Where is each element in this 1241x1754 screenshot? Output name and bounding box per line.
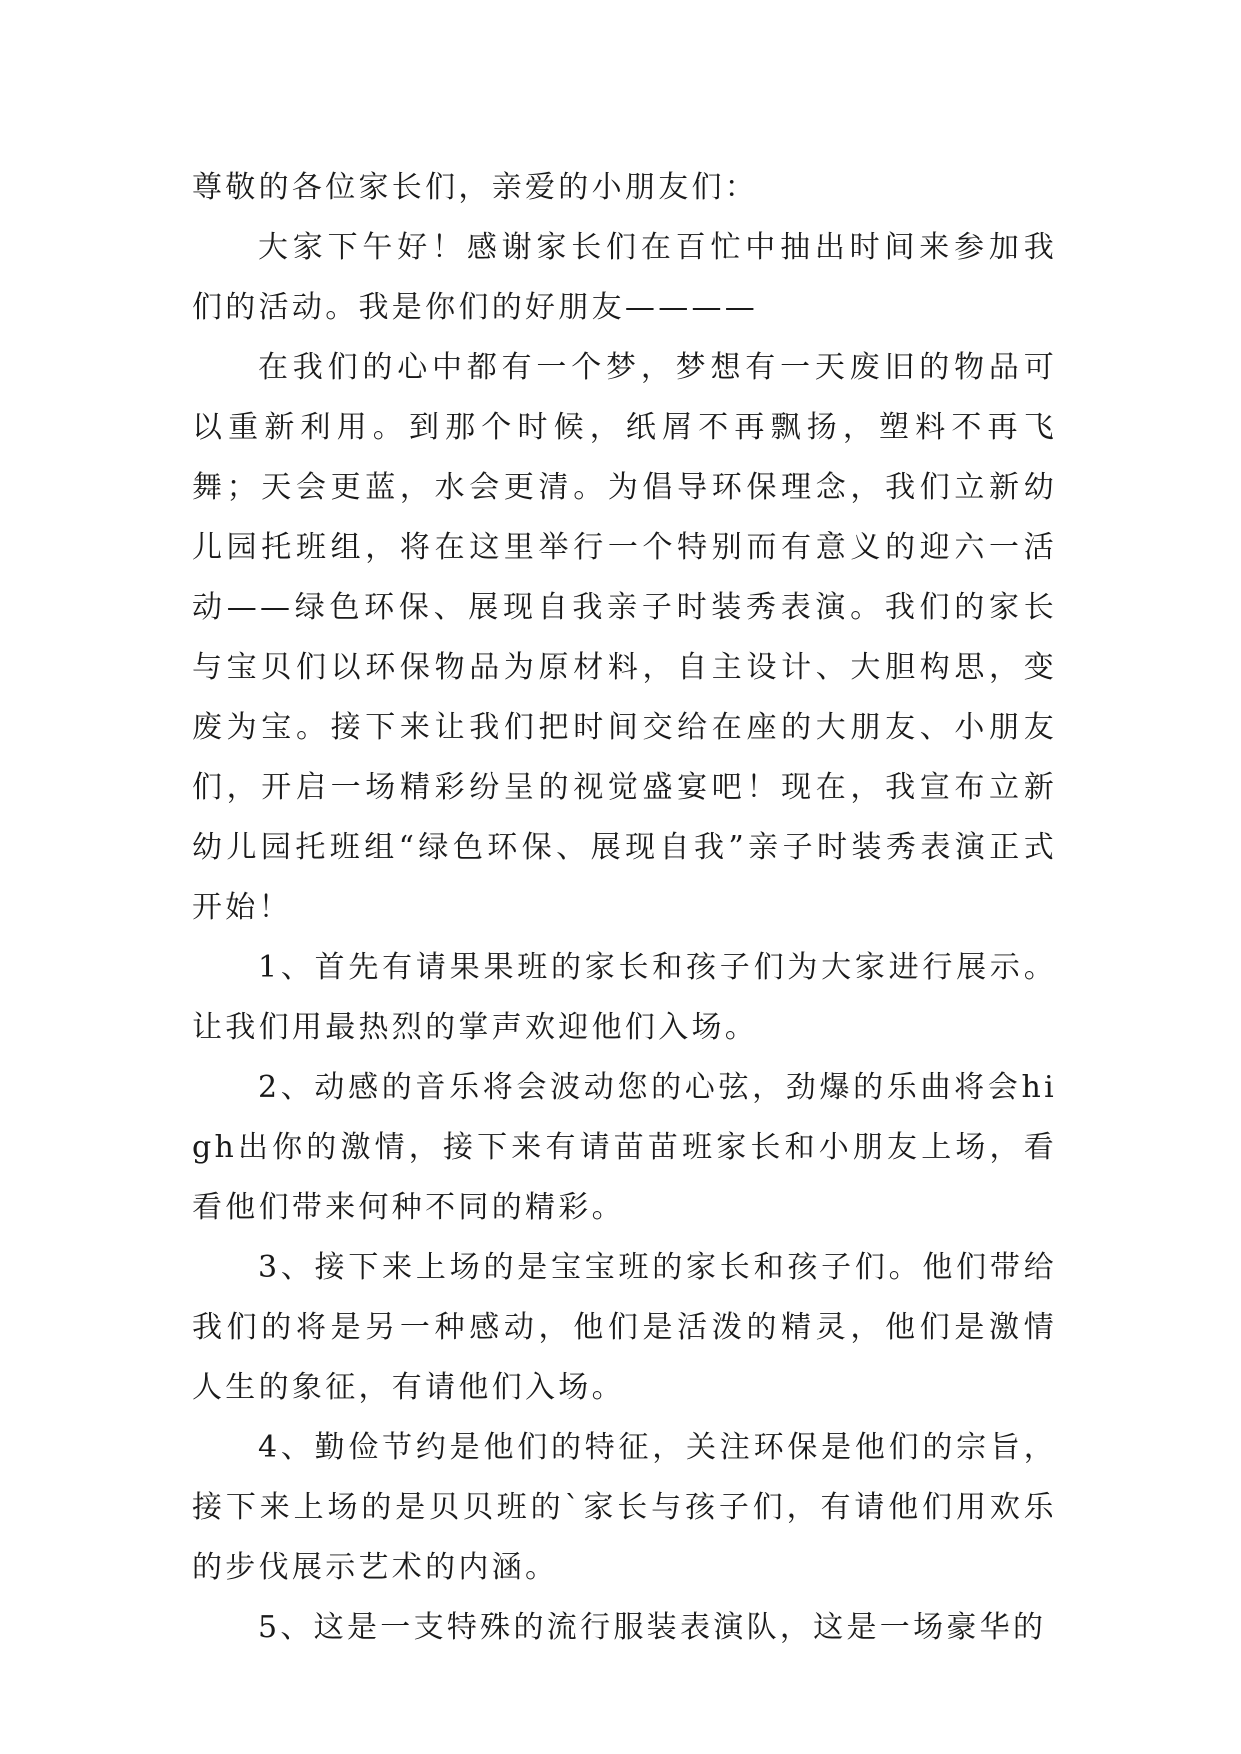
item-3-paragraph: 3、接下来上场的是宝宝班的家长和孩子们。他们带给我们的将是另一种感动，他们是活泼的精灵，他们是激情人生的象征，有请他们入场。	[192, 1250, 1057, 1405]
greeting-paragraph: 尊敬的各位家长们，亲爱的小朋友们：	[192, 170, 759, 205]
item-4-paragraph: 4、勤俭节约是他们的特征，关注环保是他们的宗旨，接下来上场的是贝贝班的`家长与孩子们，有请他们用欢乐的步伐展示艺术的内涵。	[192, 1430, 1057, 1585]
item-1-paragraph: 1、首先有请果果班的家长和孩子们为大家进行展示。让我们用最热烈的掌声欢迎他们入场。	[192, 950, 1057, 1045]
theme-paragraph: 在我们的心中都有一个梦，梦想有一天废旧的物品可以重新利用。到那个时候，纸屑不再飘扬，塑料不再飞舞；天会更蓝，水会更清。为倡导环保理念，我们立新幼儿园托班组，将在这里举行一个特别而有意义的迎六一活动——绿色环保、展现自我亲子时装秀表演。我们的家长与宝贝们以环保物品为原材料，自主设计、大胆构思，变废为宝。接下来让我们把时间交给在座的大朋友、小朋友们，开启一场精彩纷呈的视觉盛宴吧！现在，我宣布立新幼儿园托班组“绿色环保、展现自我”亲子时装秀表演正式开始！	[192, 350, 1057, 925]
document-body	[192, 158, 1057, 1658]
item-2-paragraph: 2、动感的音乐将会波动您的心弦，劲爆的乐曲将会high出你的激情，接下来有请苗苗班家长和小朋友上场，看看他们带来何种不同的精彩。	[192, 1070, 1057, 1225]
item-5-paragraph: 5、这是一支特殊的流行服装表演队，这是一场豪华的	[258, 1610, 1047, 1645]
opening-paragraph: 大家下午好！感谢家长们在百忙中抽出时间来参加我们的活动。我是你们的好朋友————	[192, 230, 1057, 325]
